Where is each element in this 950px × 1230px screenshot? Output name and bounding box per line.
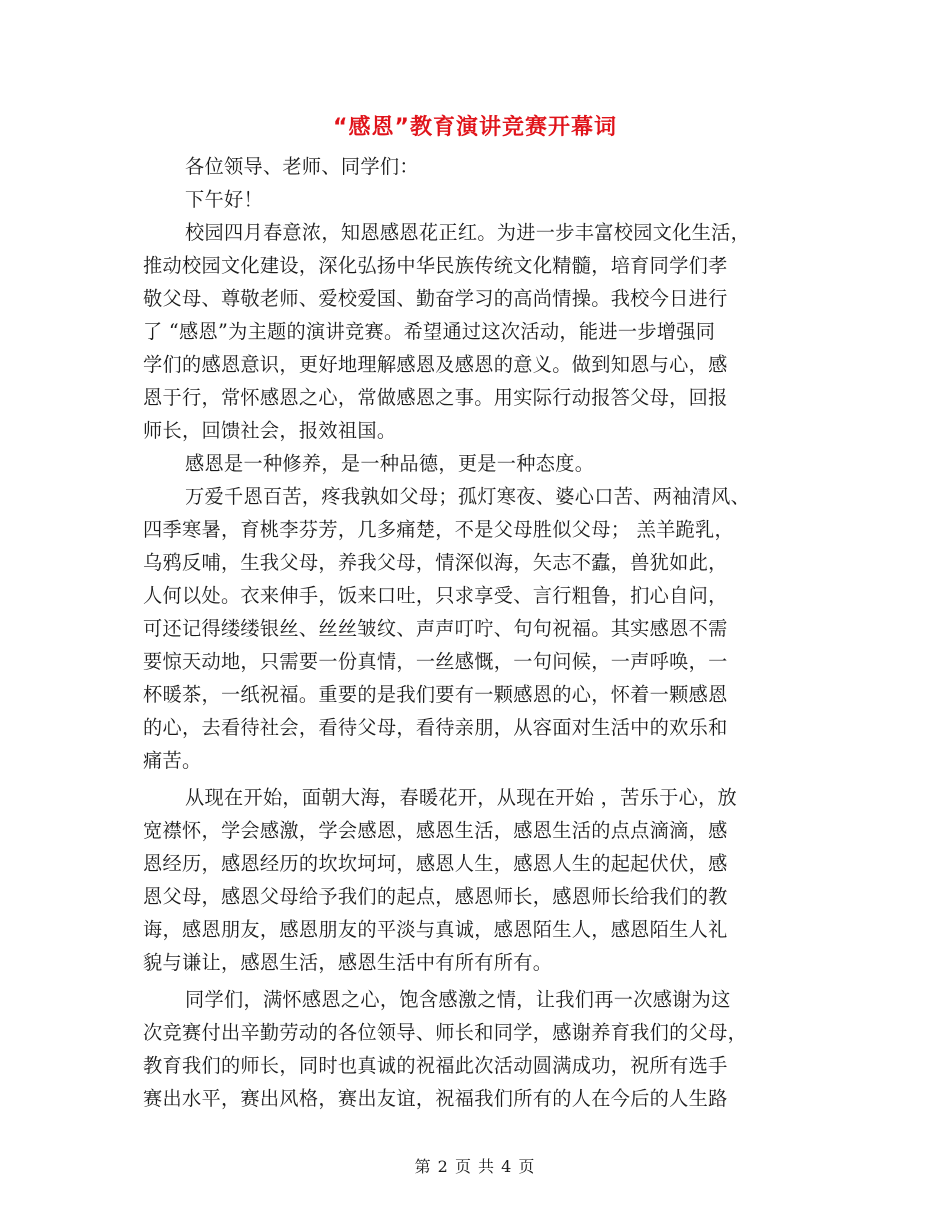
text-line: 恩于行，常怀感恩之心，常做感恩之事。用实际行动报答父母，回报 [143, 386, 728, 409]
text-line: 杯暖茶，一纸祝福。重要的是我们要有一颗感恩的心，怀着一颗感恩 [143, 683, 728, 706]
text-line: 次竞赛付出辛勤劳动的各位领导、师长和同学，感谢养育我们的父母， [143, 1021, 748, 1044]
text-line: 从现在开始，面朝大海，春暖花开，从现在开始 ，苦乐于心，放 [185, 786, 738, 809]
text-line: 宽襟怀，学会感激，学会感恩，感恩生活，感恩生活的点点滴滴，感 [143, 819, 728, 842]
text-line: 感恩是一种修养，是一种品德，更是一种态度。 [185, 452, 595, 475]
text-line: 校园四月春意浓，知恩感恩花正红。为进一步丰富校园文化生活， [185, 221, 751, 244]
text-line: 恩经历，感恩经历的坎坎坷坷，感恩人生，感恩人生的起起伏伏，感 [143, 852, 728, 875]
text-line: 四季寒暑，育桃李芬芳，几多痛楚，不是父母胜似父母； 羔羊跪乳， [143, 518, 735, 541]
text-line: 了 “感恩”为主题的演讲竞赛。希望通过这次活动，能进一步增强同 [143, 320, 716, 343]
text-line: 诲，感恩朋友，感恩朋友的平淡与真诚，感恩陌生人，感恩陌生人礼 [143, 918, 728, 941]
document-title: “感恩”教育演讲竞赛开幕词 [333, 115, 617, 140]
document-body [143, 150, 811, 1115]
text-line: 学们的感恩意识，更好地理解感恩及感恩的意义。做到知恩与心，感 [143, 353, 728, 376]
text-line: 貌与谦让，感恩生活，感恩生活中有所有所有。 [143, 951, 553, 974]
text-line: 万爱千恩百苦，疼我孰如父母；孤灯寒夜、婆心口苦、两袖清风、 [185, 485, 751, 508]
page-number-footer: 第 2 页 共 4 页 [414, 1157, 536, 1176]
text-line: 推动校园文化建设，深化弘扬中华民族传统文化精髓，培育同学们孝 [143, 254, 728, 277]
text-line: 赛出水平，赛出风格，赛出友谊，祝福我们所有的人在今后的人生路 [143, 1087, 728, 1110]
text-line: 同学们，满怀感恩之心，饱含感激之情，让我们再一次感谢为这 [185, 988, 731, 1011]
text-line: 下午好！ [185, 188, 263, 211]
text-line: 的心，去看待社会，看待父母，看待亲朋，从容面对生活中的欢乐和 [143, 716, 728, 739]
text-line: 可还记得缕缕银丝、丝丝皱纹、声声叮咛、句句祝福。其实感恩不需 [143, 617, 728, 640]
text-line: 师长，回馈社会，报效祖国。 [143, 419, 397, 442]
text-line: 敬父母、尊敬老师、爱校爱国、勤奋学习的高尚情操。我校今日进行 [143, 287, 728, 310]
text-line: 乌鸦反哺，生我父母，养我父母，情深似海，矢志不蠹，兽犹如此， [143, 551, 728, 574]
text-line: 教育我们的师长，同时也真诚的祝福此次活动圆满成功，祝所有选手 [143, 1054, 728, 1077]
text-line: 人何以处。衣来伸手，饭来口吐，只求享受、言行粗鲁，扪心自问， [143, 584, 728, 607]
text-line: 各位领导、老师、同学们： [185, 155, 419, 178]
text-line: 要惊天动地，只需要一份真情，一丝感慨，一句问候，一声呼唤，一 [143, 650, 728, 673]
text-line: 痛苦。 [143, 749, 202, 772]
text-line: 恩父母，感恩父母给予我们的起点，感恩师长，感恩师长给我们的教 [143, 885, 728, 908]
